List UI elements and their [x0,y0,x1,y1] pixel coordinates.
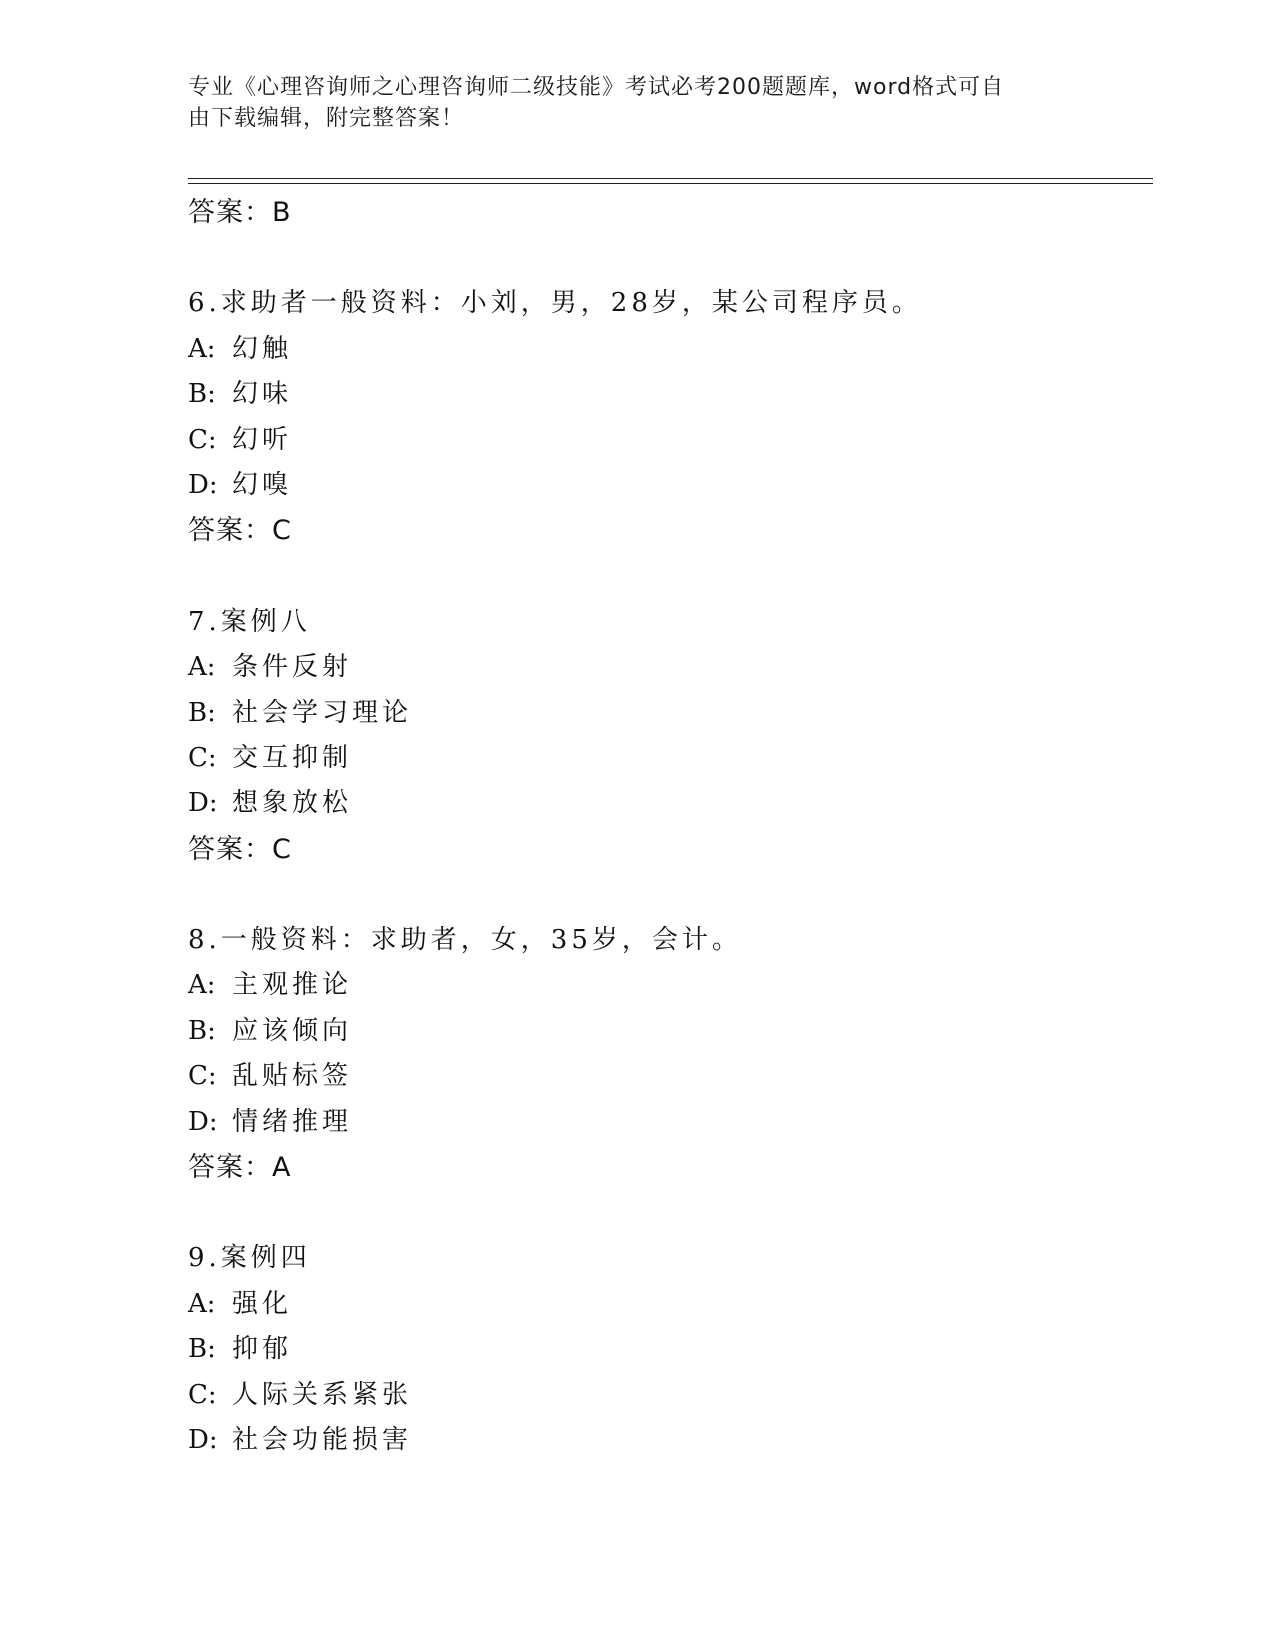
spacer [188,554,1148,600]
option-d [188,463,1148,508]
option-d [188,1418,1148,1463]
answer-line [188,190,1148,235]
answer-value: A [272,1152,292,1184]
answer-value: B [272,197,292,228]
option-d [188,1100,1148,1145]
header-line-1: 专业《心理咨询师之心理咨询师二级技能》考试必考200题题库，word格式可自 [188,75,1005,100]
answer-label: 答案： [188,515,272,547]
option-text: 应该倾向 [232,1015,353,1046]
option-d [188,781,1148,826]
option-c [188,418,1148,463]
option-letter: D: [188,1424,218,1455]
option-letter: C: [188,1061,217,1092]
answer-line [188,1145,1148,1190]
option-b [188,1009,1148,1054]
option-letter: A: [188,333,216,364]
question-stem: 8.一般资料：求助者，女，35岁，会计。 [188,925,742,956]
spacer [188,235,1148,281]
option-letter: D: [188,788,218,819]
answer-value: C [272,515,292,547]
option-letter: A: [188,1288,216,1319]
option-letter: B: [188,1015,216,1046]
option-text: 条件反射 [232,652,353,683]
option-text: 幻触 [232,333,293,364]
option-a [188,963,1148,1008]
option-a [188,1282,1148,1327]
option-letter: D: [188,469,218,500]
option-c [188,736,1148,781]
option-text: 主观推论 [232,970,353,1001]
question-stem: 7.案例八 [188,606,311,637]
option-letter: C: [188,424,217,455]
question-list [188,190,1148,1463]
option-text: 社会功能损害 [232,1424,413,1455]
answer-label: 答案： [188,1152,272,1184]
option-a [188,645,1148,690]
spacer [188,872,1148,918]
answer-label: 答案： [188,197,272,228]
option-letter: D: [188,1106,218,1137]
option-c [188,1373,1148,1418]
option-text: 乱贴标签 [232,1061,353,1092]
option-letter: B: [188,697,216,728]
option-letter: C: [188,1379,217,1410]
option-text: 强化 [232,1288,293,1319]
option-text: 人际关系紧张 [232,1379,413,1410]
option-letter: B: [188,379,216,410]
option-text: 幻听 [232,424,293,455]
option-letter: C: [188,742,217,773]
option-text: 幻味 [232,379,293,410]
option-letter: A: [188,652,216,683]
option-text: 交互抑制 [232,742,353,773]
option-letter: A: [188,970,216,1001]
answer-label: 答案： [188,833,272,865]
header-divider-bottom [188,183,1153,184]
document-header [188,72,1068,134]
answer-value: C [272,833,292,865]
option-b [188,1327,1148,1372]
header-divider-top [188,178,1153,179]
option-letter: B: [188,1334,216,1365]
question-block [188,918,1148,1190]
answer-line [188,508,1148,553]
question-stem: 6.求助者一般资料：小刘，男，28岁，某公司程序员。 [188,288,922,319]
answer-line [188,827,1148,872]
option-text: 社会学习理论 [232,697,413,728]
option-b [188,691,1148,736]
option-a [188,327,1148,372]
question-block [188,1236,1148,1463]
option-text: 想象放松 [232,788,353,819]
question-block [188,600,1148,872]
question-stem: 9.案例四 [188,1243,311,1274]
question-block [188,281,1148,553]
option-c [188,1054,1148,1099]
option-text: 抑郁 [232,1334,293,1365]
option-text: 情绪推理 [232,1106,353,1137]
option-text: 幻嗅 [232,469,293,500]
header-line-2: 由下载编辑，附完整答案！ [188,106,465,131]
spacer [188,1190,1148,1236]
option-b [188,372,1148,417]
